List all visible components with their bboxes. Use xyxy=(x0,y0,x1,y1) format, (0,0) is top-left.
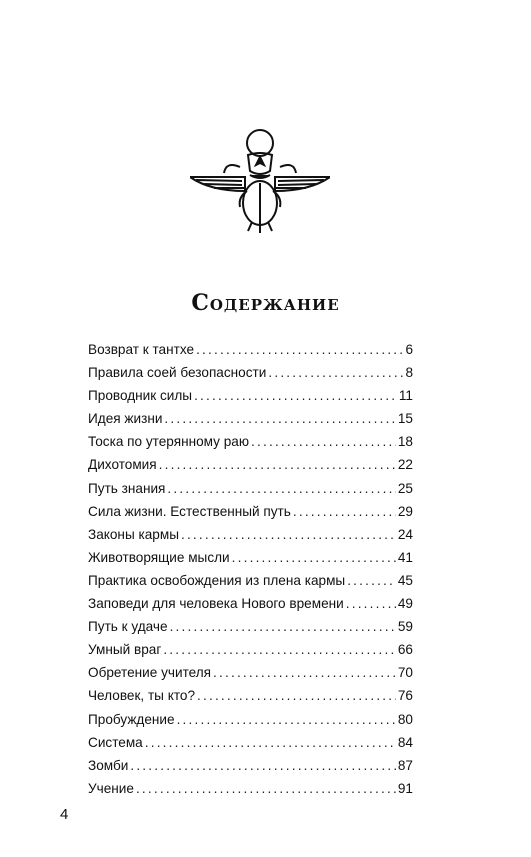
toc-entry-page: 87 xyxy=(397,757,413,773)
dot-leader xyxy=(181,523,396,546)
toc-entry-title: Учение xyxy=(88,780,134,796)
toc-entry-title: Правила соей безопасности xyxy=(88,365,267,381)
toc-entry-page: 66 xyxy=(397,642,413,658)
dot-leader xyxy=(177,708,396,731)
toc-entry xyxy=(88,477,413,500)
toc-entry-page: 29 xyxy=(397,503,413,519)
toc-entry-page: 91 xyxy=(397,780,413,796)
toc-entry-page: 24 xyxy=(397,526,413,542)
dot-leader xyxy=(346,592,396,615)
toc-entry xyxy=(88,615,413,638)
toc-entry xyxy=(88,500,413,523)
toc-entry xyxy=(88,453,413,476)
toc-entry-page: 80 xyxy=(397,711,413,727)
toc-title: Содержание xyxy=(191,290,340,316)
toc-entry xyxy=(88,592,413,615)
toc-entry xyxy=(88,407,413,430)
toc-entry-title: Зомби xyxy=(88,757,129,773)
toc-entry-title: Тоска по утерянному раю xyxy=(88,434,250,450)
dot-leader xyxy=(130,754,396,777)
dot-leader xyxy=(164,407,395,430)
dot-leader xyxy=(197,684,396,707)
dot-leader xyxy=(136,777,396,800)
toc-entry-page: 22 xyxy=(397,457,413,473)
toc-entry-title: Практика освобождения из плена кармы xyxy=(88,572,346,588)
toc-entry-page: 15 xyxy=(397,411,413,427)
toc-entry-title: Идея жизни xyxy=(88,411,163,427)
toc-entry-page: 76 xyxy=(397,688,413,704)
toc-entry xyxy=(88,731,413,754)
toc-entry xyxy=(88,684,413,707)
toc-entry-title: Дихотомия xyxy=(88,457,157,473)
dot-leader xyxy=(145,731,396,754)
dot-leader xyxy=(159,453,396,476)
toc-entry-page: 84 xyxy=(397,734,413,750)
toc-entry-page: 45 xyxy=(397,572,413,588)
toc-entry-title: Человек, ты кто? xyxy=(88,688,196,704)
dot-leader xyxy=(167,477,395,500)
toc-entry xyxy=(88,638,413,661)
toc-entry xyxy=(88,546,413,569)
toc-entry-title: Система xyxy=(88,734,143,750)
toc-entry-page: 70 xyxy=(397,665,413,681)
dot-leader xyxy=(347,569,396,592)
toc-entry-title: Возврат к тантхе xyxy=(88,342,195,357)
toc-entry xyxy=(88,777,413,800)
toc-entry-title: Обретение учителя xyxy=(88,665,212,681)
toc-entry-page: 6 xyxy=(405,342,413,357)
toc-entry-title: Умный враг xyxy=(88,642,162,658)
toc-entry-title: Сила жизни. Естественный путь xyxy=(88,503,291,519)
dot-leader xyxy=(196,338,403,361)
toc-entry xyxy=(88,661,413,684)
dot-leader xyxy=(194,384,397,407)
toc-entry-page: 18 xyxy=(397,434,413,450)
toc-entry xyxy=(88,708,413,731)
toc-entry-title: Проводник силы xyxy=(88,388,193,404)
toc-entry xyxy=(88,384,413,407)
toc-entry-title: Путь знания xyxy=(88,480,166,496)
dot-leader xyxy=(268,361,403,384)
toc-entry-page: 25 xyxy=(397,480,413,496)
dot-leader xyxy=(170,615,396,638)
toc-entry xyxy=(88,569,413,592)
toc-entry-page: 41 xyxy=(397,549,413,565)
toc-entry-page: 59 xyxy=(397,619,413,635)
toc-entry-title: Путь к удаче xyxy=(88,619,168,635)
toc-entry-title: Пробуждение xyxy=(88,711,175,727)
page-number: 4 xyxy=(60,806,69,823)
dot-leader xyxy=(293,500,396,523)
dot-leader xyxy=(213,661,396,684)
toc-entry xyxy=(88,754,413,777)
toc-entry-page: 11 xyxy=(398,388,413,404)
toc-entry-page: 8 xyxy=(405,365,413,381)
dot-leader xyxy=(232,546,396,569)
winged-scarab-icon xyxy=(190,125,330,235)
toc-entry-title: Животворящие мысли xyxy=(88,549,230,565)
toc-entry-title: Заповеди для человека Нового времени xyxy=(88,596,344,612)
toc-entry xyxy=(88,430,413,453)
toc-entry xyxy=(88,361,413,384)
toc-entry xyxy=(88,523,413,546)
table-of-contents xyxy=(88,338,413,800)
dot-leader xyxy=(163,638,396,661)
toc-entry-title: Законы кармы xyxy=(88,526,179,542)
toc-entry-page: 49 xyxy=(397,596,413,612)
toc-entry xyxy=(88,338,413,361)
dot-leader xyxy=(251,430,396,453)
